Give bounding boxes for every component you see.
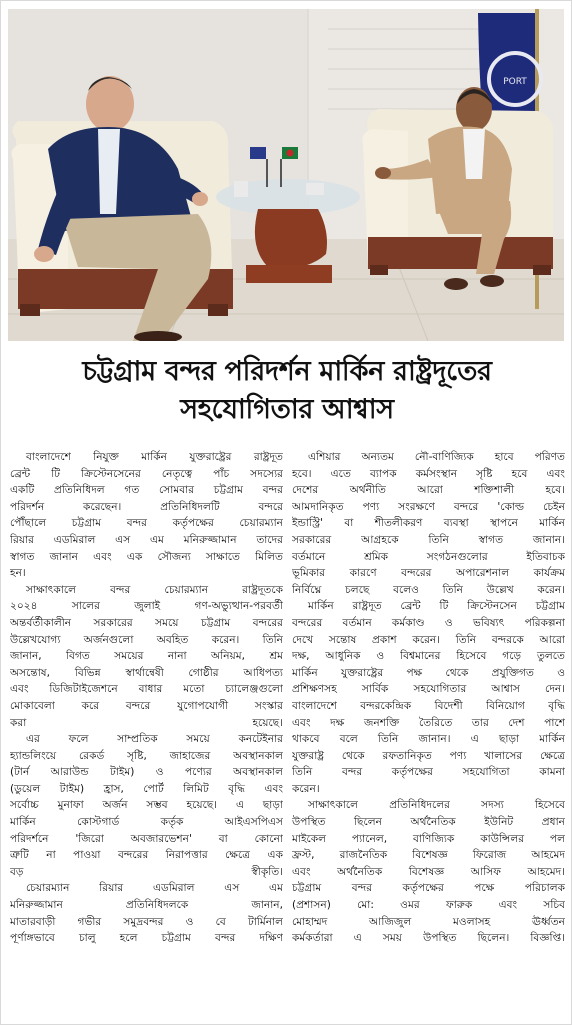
article-line: প্রশিক্ষণসহ সার্বিক সহযোগিতার আশ্বাস দেন। — [292, 683, 565, 696]
article-line: নির্বিঘ্নে চলছে বলেও তিনি উল্লেখ করেন। — [292, 583, 565, 596]
article-paragraph — [10, 731, 283, 880]
article-line: ফ্রস্ট, রাজনৈতিক বিশেষজ্ঞ ফিরোজ আহমেদ — [292, 849, 565, 862]
article-paragraph — [292, 449, 565, 598]
article-line: কর্মকর্তারা এ সময় উপস্থিত ছিলেন। বিজ্ঞপ্তি। — [292, 932, 565, 945]
left-column — [10, 449, 283, 947]
article-line: ব্রেন্ট টি ক্রিস্টেনসেনের নেতৃত্বে পাঁচ সদস্যের — [10, 467, 283, 480]
article-line: জানান, বিগত সময়ের নানা অনিয়ম, শ্রম — [10, 650, 283, 663]
article-line: হবে। এতে ব্যাপক কর্মসংস্থান সৃষ্টি হবে এবং — [292, 467, 565, 480]
article-line: মার্কিন যুক্তরাষ্ট্রের পক্ষ থেকে প্রযুক্তিগত ও — [292, 666, 565, 679]
headline-line-2: সহযোগিতার আশ্বাস — [180, 394, 394, 425]
article-line: (ডুয়েল টাইম) হ্রাস, পোর্ট লিমিট বৃদ্ধি এবং — [10, 782, 283, 795]
article-line: (টার্ন আরাউন্ড টাইম) ও পণ্যের অবস্থানকাল — [10, 766, 283, 779]
article-line: (প্রশাসন) মো: ওমর ফারুক এবং সচিব — [292, 899, 565, 912]
headline-line-1: চট্টগ্রাম বন্দর পরিদর্শন মার্কিন রাষ্ট্রদূতের — [82, 356, 492, 387]
article-line: ভূমিকার কারণে বন্দরের অপারেশনাল কার্যক্রম — [292, 567, 565, 580]
article-line: বন্দরের বর্তমান কর্মকাণ্ড ও ভবিষ্যৎ পরিকল্পনা — [292, 616, 565, 629]
article-line: দেশের অর্থনীতি আরো শক্তিশালী হবে। — [292, 484, 565, 497]
article-line: চেয়ারম্যান রিয়ার এডমিরাল এস এম — [26, 882, 283, 895]
article-line: মার্কিন কোস্টগার্ড কর্তৃক আইএসপিএস — [10, 816, 283, 829]
article-line: বর্তমানে শ্রমিক সংগঠনগুলোর ইতিবাচক — [292, 550, 565, 563]
article-line: মাতারবাড়ী গভীর সমুদ্রবন্দর ও বে টার্মিনাল — [10, 915, 283, 928]
article-line: রিয়ার এডমিরাল এস এম মনিরুজ্জামান তাদের — [10, 533, 283, 546]
article-line: পরিদর্শনে 'জিরো অবজারভেশন' বা কোনো — [10, 832, 283, 845]
article-line: চট্টগ্রাম বন্দর কর্তৃপক্ষের পক্ষে পরিচালক — [292, 882, 565, 895]
article-line: এর ফলে সাম্প্রতিক সময়ে কনটেইনার — [26, 733, 283, 746]
article-paragraph — [10, 582, 283, 731]
article-line: পৌঁছালে চট্টগ্রাম বন্দর কর্তৃপক্ষের চেয়ারম্যান — [10, 517, 283, 530]
article-line: স্বাগত জানান এবং এক সৌজন্য সাক্ষাতে মিলিত — [10, 550, 283, 563]
article-line: মোহাম্মদ আজিজুল মওলাসহ ঊর্ধ্বতন — [292, 915, 565, 928]
article-line: এশিয়ার অন্যতম নৌ-বাণিজ্যিক হাবে পরিণত — [308, 451, 565, 463]
news-photo — [8, 9, 564, 341]
right-column — [292, 449, 565, 947]
article-line: দেখে সন্তোষ প্রকাশ করেন। তিনি বন্দরকে আরো — [292, 633, 565, 646]
flag-badge-text: PORT — [503, 77, 527, 87]
article-line: মনিরুজ্জামান প্রতিনিধিদলকে জানান, — [10, 899, 283, 912]
article-line: মোকাবেলা করে বন্দরে যুগোপযোগী সংস্কার — [10, 699, 283, 712]
article-line: ত্রুটি না পাওয়া বন্দরের নিরাপত্তার ক্ষেত্রে এক — [10, 849, 283, 862]
article-paragraph — [292, 797, 565, 946]
article-paragraph — [10, 449, 283, 582]
article-line: অসন্তোষ, বিভিন্ন স্বার্থান্বেষী গোষ্ঠীর আধিপত্য — [10, 666, 283, 679]
article-line: এবং অর্থনৈতিক বিশেষজ্ঞ আসিফ আহমেদ। — [292, 865, 565, 878]
article-line: ২০২৪ সালের জুলাই গণ-অভ্যুত্থান-পরবর্তী — [10, 600, 283, 613]
article-line: অন্তর্বর্তীকালীন সরকারের সময়ে চট্টগ্রাম বন্দরের — [10, 616, 283, 629]
article-line: একটি প্রতিনিধিদল গত সোমবার চট্টগ্রাম বন্দর — [10, 484, 283, 497]
article-line: করা হয়েছে। — [10, 716, 283, 729]
article-line: সাক্ষাৎকালে বন্দর চেয়ারম্যান রাষ্ট্রদূতকে — [26, 583, 283, 596]
article-line: এবং দক্ষ জনশক্তি তৈরিতে তার দেশ পাশে — [292, 716, 565, 729]
article-line: মাইকেল প্যানেল, বাণিজ্যিক কাউন্সিলর পল — [292, 832, 565, 845]
article-line: হ্যান্ডলিংয়ে রেকর্ড সৃষ্টি, জাহাজের অবস্থানকাল — [10, 749, 283, 762]
article-line: করেন। — [292, 782, 320, 795]
article-line: সর্বোচ্চ মুনাফা অর্জন সম্ভব হয়েছে। এ ছাড়া — [10, 799, 283, 812]
article-line: পূর্ণাঙ্গভাবে চালু হলে চট্টগ্রাম বন্দর দক্ষিণ — [10, 932, 283, 945]
article-line: তিনি বন্দর কর্তৃপক্ষের সহযোগিতা কামনা — [292, 766, 565, 779]
article-line: বড় স্বীকৃতি। — [10, 865, 283, 878]
article-line: এবং ডিজিটাইজেশনে বাধার মতো চ্যালেঞ্জগুলো — [10, 683, 283, 696]
article-line: হন। — [10, 567, 26, 580]
article-line: উপস্থিত ছিলেন অর্থনৈতিক ইউনিট প্রধান — [292, 816, 565, 829]
article-line: পরিদর্শন করেছেন। প্রতিনিধিদলটি বন্দরে — [10, 500, 283, 513]
article-line: ইন্ডাস্ট্রি' বা শীতলীকরণ ব্যবস্থা স্থাপনে মার্কিন — [292, 517, 565, 530]
article-line: মার্কিন রাষ্ট্রদূত ব্রেন্ট টি ক্রিস্টেনসেন চট্টগ্রাম — [308, 600, 565, 613]
article-line: থাকবে বলে তিনি জানান। এ ছাড়া মার্কিন — [292, 733, 565, 746]
article-line: সাক্ষাৎকালে প্রতিনিধিদলের সদস্য হিসেবে — [308, 799, 565, 812]
article-paragraph — [10, 880, 283, 946]
article-line: যুক্তরাষ্ট্র থেকে রফতানিকৃত পণ্য খালাসের ক্ষেত্রে — [292, 749, 565, 762]
headline — [9, 353, 565, 429]
article-line: সরকারের আগ্রহকে তিনি স্বাগত জানান। — [292, 533, 565, 546]
article-line: আমদানিকৃত পণ্য সংরক্ষণে বন্দরে 'কোল্ড চেইন — [292, 500, 565, 513]
article-line: বাংলাদেশে বন্দরকেন্দ্রিক বিদেশী বিনিয়োগ বৃদ্ধি — [292, 699, 565, 712]
article-paragraph — [292, 598, 565, 797]
article-line: উল্লেখযোগ্য অর্জনগুলো অবহিত করেন। তিনি — [10, 633, 283, 646]
article-line: বাংলাদেশে নিযুক্ত মার্কিন যুক্তরাষ্ট্রের রাষ্ট্রদূত — [26, 451, 283, 463]
article-line: দক্ষ, আধুনিক ও বিশ্বমানের হিসেবে গড়ে তুলতে — [292, 650, 565, 663]
